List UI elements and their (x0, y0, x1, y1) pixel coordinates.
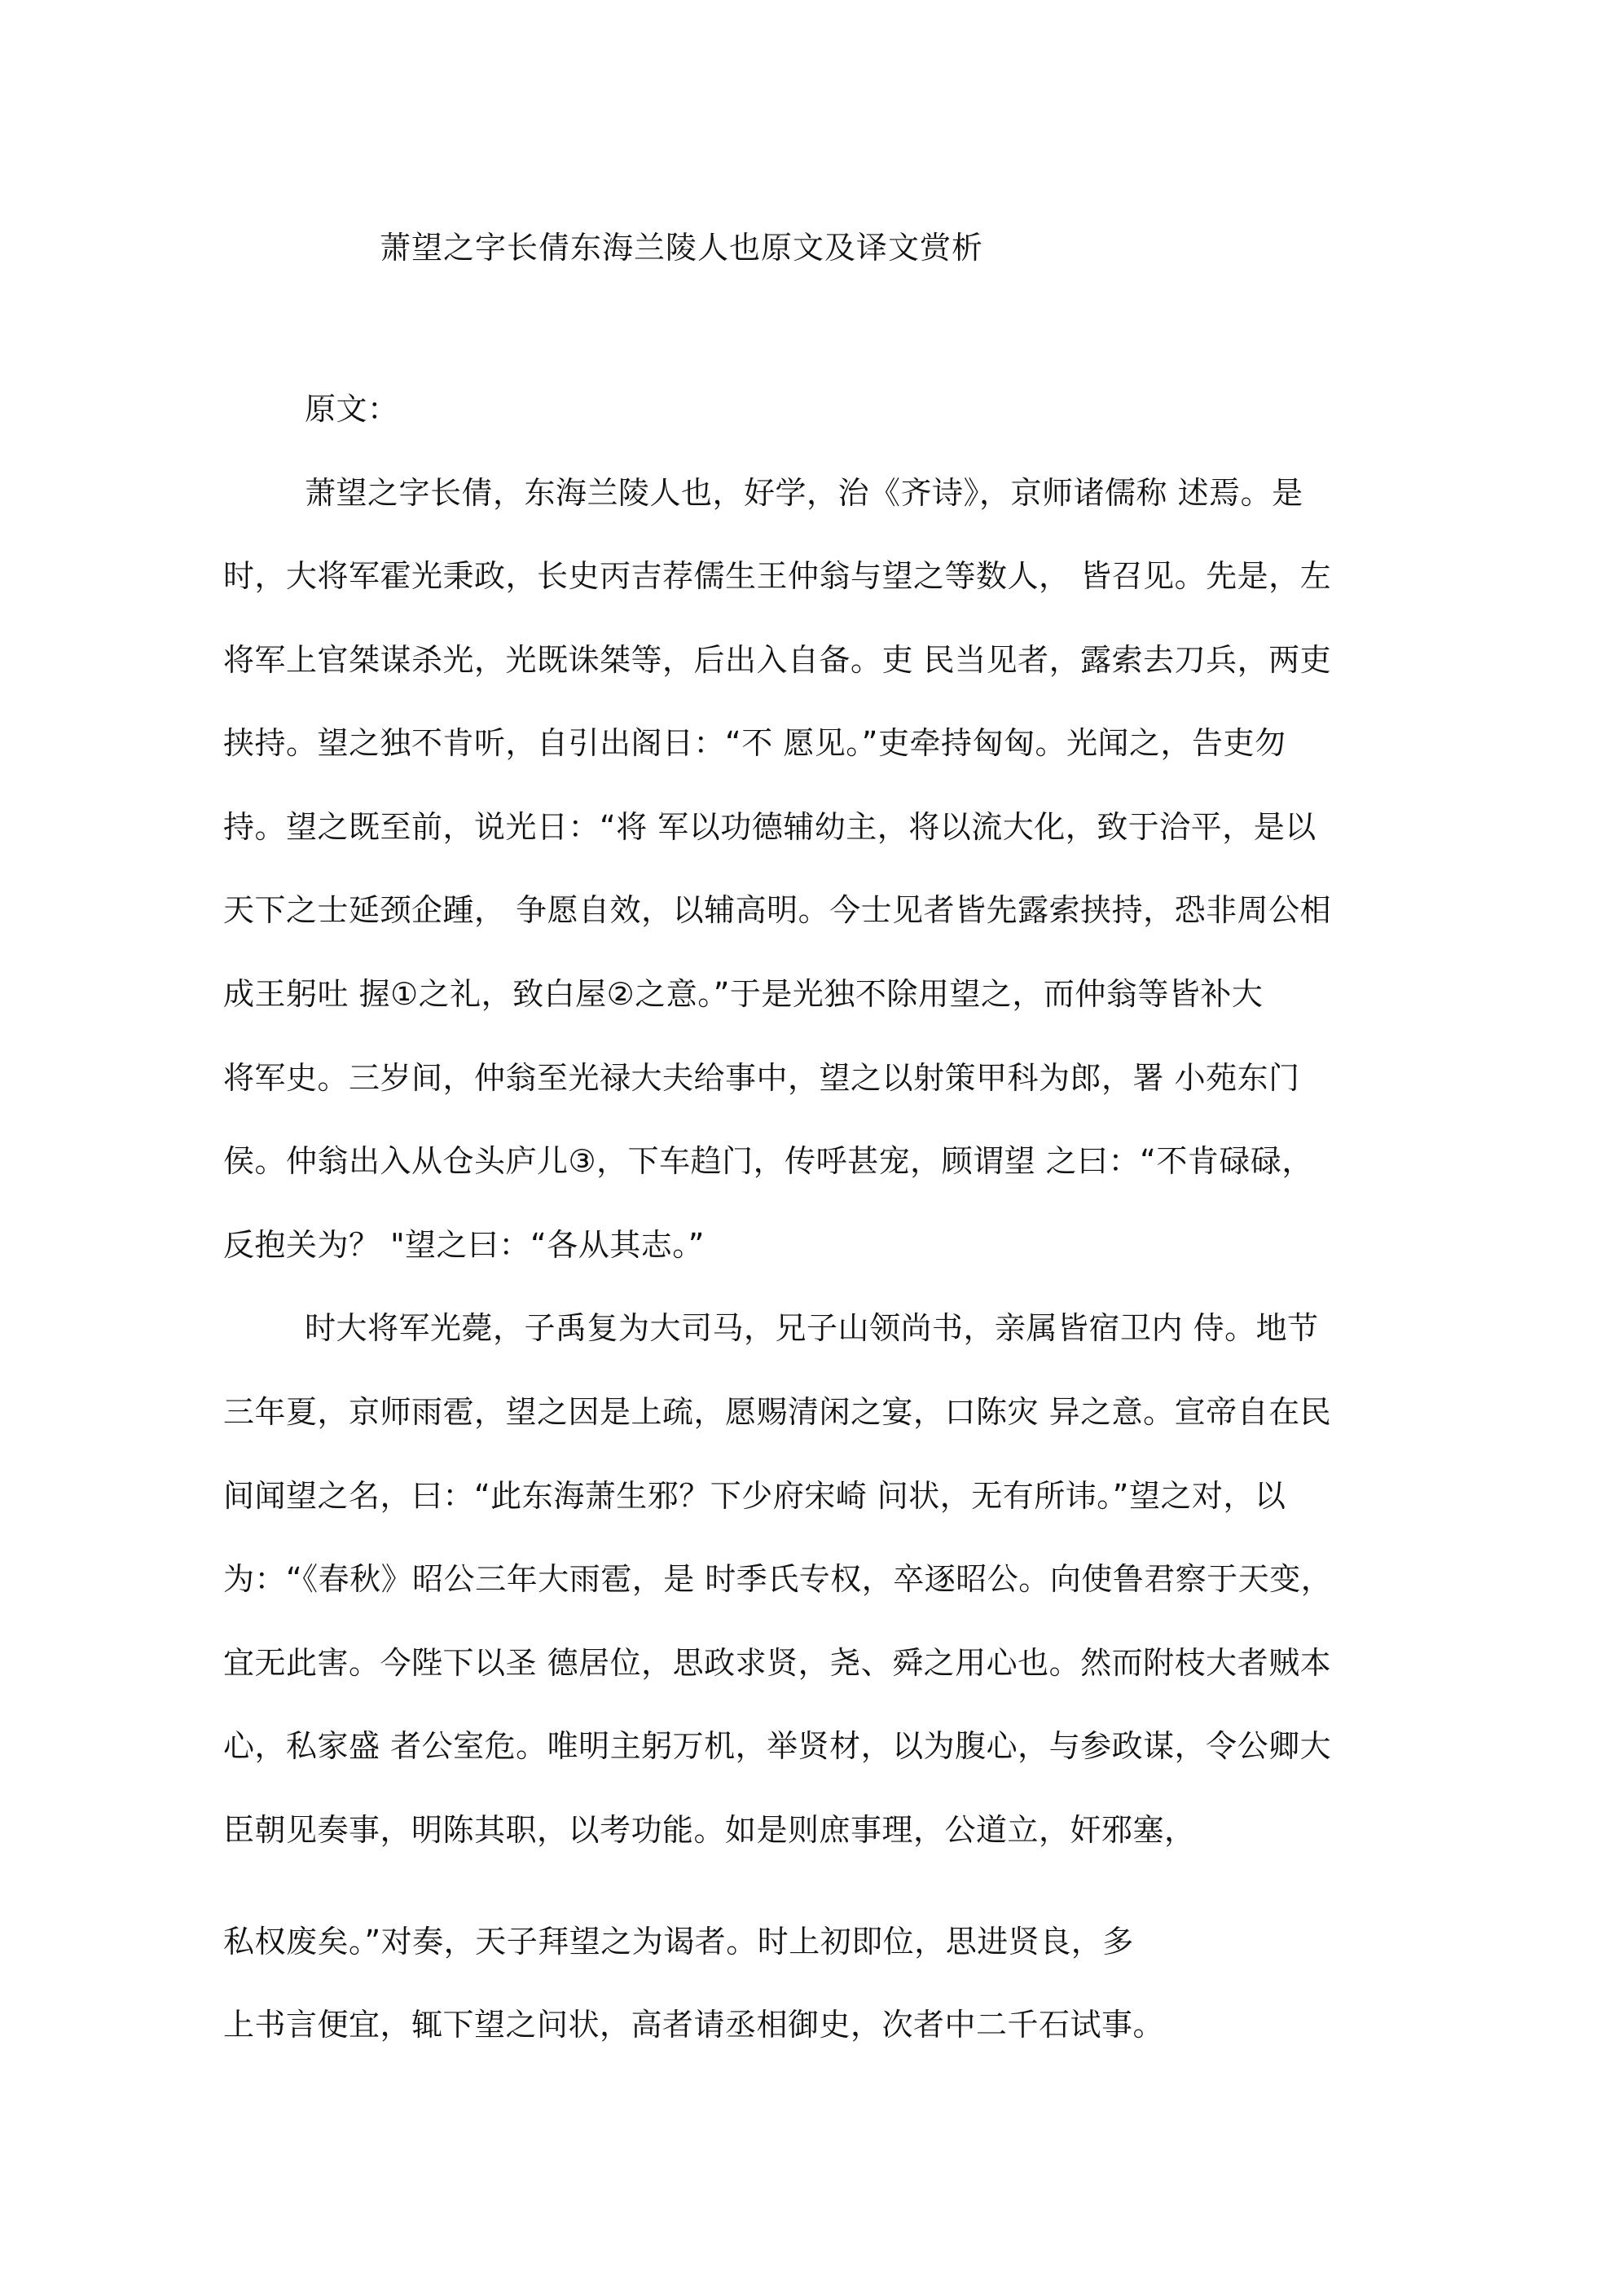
paragraph1-line-1: 萧望之字长倩，东海兰陵人也，好学，治《齐诗》，京师诸儒称 述焉。是 (305, 475, 1303, 511)
paragraph3-line-1: 私权废矣。”对奏，天子拜望之为谒者。时上初即位，思进贤良，多 (223, 1924, 1134, 1960)
paragraph2-line-6: 心，私家盛 者公室危。唯明主躬万机，举贤材，以为腹心，与参政谋，令公卿大 (223, 1728, 1332, 1764)
paragraph1-line-10: 反抱关为？ "望之曰：“各从其志。” (223, 1227, 705, 1263)
paragraph1-line-6: 天下之士延颈企踵， 争愿自效，以辅高明。今士见者皆先露索挟持，恐非周公相 (223, 892, 1332, 928)
section-label: 原文： (305, 391, 399, 427)
paragraph1-line-5: 持。望之既至前，说光日：“将 军以功德辅幼主，将以流大化，致于洽平，是以 (223, 809, 1317, 845)
paragraph2-line-3: 间闻望之名，曰：“此东海萧生邪？下少府宋崎 问状，无有所讳。”望之对，以 (223, 1478, 1286, 1514)
paragraph1-line-2: 时，大将军霍光秉政，长史丙吉荐儒生王仲翁与望之等数人， 皆召见。先是，左 (223, 558, 1332, 594)
paragraph1-line-3: 将军上官桀谋杀光，光既诛桀等，后出入自备。吏 民当见者，露索去刀兵，两吏 (223, 642, 1332, 678)
paragraph2-line-1: 时大将军光薨，子禹复为大司马，兄子山领尚书，亲属皆宿卫内 侍。地节 (305, 1310, 1319, 1346)
paragraph2-line-2: 三年夏，京师雨雹，望之因是上疏，愿赐清闲之宴，口陈灾 异之意。宣帝自在民 (223, 1394, 1332, 1430)
paragraph3-line-2: 上书言便宜，辄下望之问状，高者请丞相御史，次者中二千石试事。 (223, 2007, 1165, 2043)
paragraph1-line-9: 侯。仲翁出入从仓头庐儿③，下车趋门，传呼甚宠，顾谓望 之曰：“不肯碌碌， (223, 1143, 1313, 1179)
paragraph2-line-4: 为：“《春秋》昭公三年大雨雹，是 时季氏专权，卒逐昭公。向使鲁君察于天变， (223, 1561, 1333, 1597)
paragraph1-line-7: 成王躬吐 握①之礼，致白屋②之意。”于是光独不除用望之，而仲翁等皆补大 (223, 976, 1264, 1012)
paragraph1-line-4: 挟持。望之独不肯听，自引出阁日：“不 愿见。”吏牵持匈匈。光闻之，告吏勿 (223, 725, 1286, 761)
paragraph2-line-7: 臣朝见奏事，明陈其职，以考功能。如是则庶事理，公道立，奸邪塞， (223, 1812, 1196, 1848)
document-title: 萧望之字长倩东海兰陵人也原文及译文赏析 (380, 230, 984, 266)
paragraph1-line-8: 将军史。三岁间，仲翁至光禄大夫给事中，望之以射策甲科为郎，署 小苑东门 (223, 1060, 1300, 1096)
paragraph2-line-5: 宜无此害。今陛下以圣 德居位，思政求贤，尧、舜之用心也。然而附枝大者贼本 (223, 1645, 1332, 1681)
